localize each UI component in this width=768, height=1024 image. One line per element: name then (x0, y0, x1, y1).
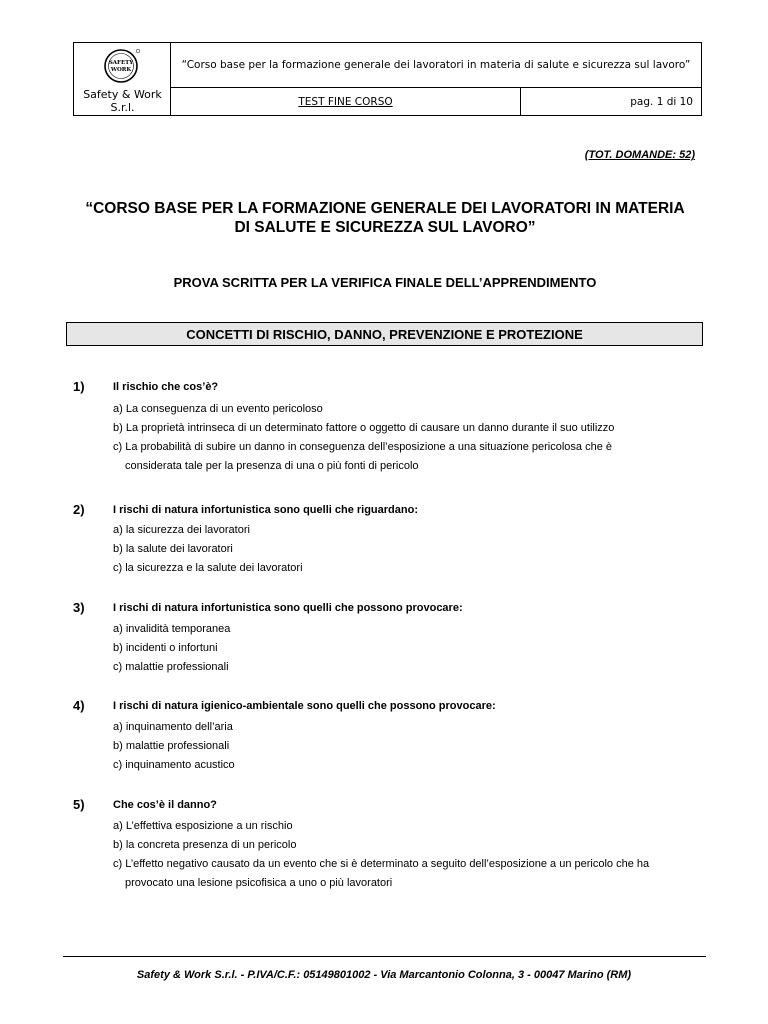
page-footer: Safety & Work S.r.l. - P.IVA/C.F.: 05149801002 - Via Marcantonio Colonna, 3 - 00047 Marino (RM) (136, 969, 632, 981)
question-number: 4) (73, 698, 85, 713)
svg-text:WORK: WORK (110, 67, 132, 73)
answer-b: b) La proprietà intrinseca di un determinato fattore o oggetto di causare un danno durante il suo utilizzo (113, 422, 615, 434)
footer-divider (63, 956, 706, 957)
question-text: Che cos’è il danno? (113, 799, 217, 811)
answer-b: b) la concreta presenza di un pericolo (113, 839, 297, 851)
answer-list (113, 521, 303, 578)
company-logo (102, 47, 140, 85)
main-title-line-1: “CORSO BASE PER LA FORMAZIONE GENERALE DEI LAVORATORI IN MATERIA (85, 200, 685, 217)
question-number: 2) (73, 502, 85, 517)
answer-list (113, 620, 230, 677)
answer-list (113, 817, 649, 893)
answer-list (113, 400, 614, 476)
question-text: Il rischio che cos’è? (113, 381, 219, 393)
svg-text:SAFETY: SAFETY (108, 60, 134, 66)
question-number: 5) (73, 797, 85, 812)
main-title (60, 199, 710, 237)
section-heading: CONCETTI DI RISCHIO, DANNO, PREVENZIONE E PROTEZIONE (66, 322, 703, 346)
subtitle: PROVA SCRITTA PER LA VERIFICA FINALE DELL’APPRENDIMENTO (173, 275, 597, 290)
answer-a: a) La conseguenza di un evento pericoloso (113, 403, 323, 415)
main-title-line-2: DI SALUTE E SICUREZZA SUL LAVORO” (234, 219, 536, 236)
answer-c: c) malattie professionali (113, 661, 229, 673)
answer-b: b) incidenti o infortuni (113, 642, 218, 654)
answer-c-continuation: provocato una lesione psicofisica a uno o più lavoratori (125, 877, 393, 889)
document-header (73, 42, 702, 116)
answer-c-continuation: considerata tale per la presenza di una o più fonti di pericolo (125, 460, 419, 472)
answer-c: c) la sicurezza e la salute dei lavoratori (113, 562, 303, 574)
question-number: 1) (73, 379, 85, 394)
page-number: pag. 1 di 10 (630, 95, 693, 108)
answer-c: c) La probabilità di subire un danno in conseguenza dell’esposizione a una situazione pericolosa che è (113, 441, 613, 453)
answer-b: b) malattie professionali (113, 740, 230, 752)
total-questions: (TOT. DOMANDE: 52) (584, 149, 695, 161)
logo-cell (74, 43, 171, 115)
question-text: I rischi di natura igienico-ambientale sono quelli che possono provocare: (113, 700, 496, 712)
test-label: TEST FINE CORSO (171, 88, 521, 115)
answer-a: a) L’effettiva esposizione a un rischio (113, 820, 293, 832)
question-text: I rischi di natura infortunistica sono quelli che possono provocare: (113, 602, 463, 614)
answer-a: a) la sicurezza dei lavoratori (113, 524, 250, 536)
answer-b: b) la salute dei lavoratori (113, 543, 233, 555)
question-number: 3) (73, 600, 85, 615)
question-text: I rischi di natura infortunistica sono quelli che riguardano: (113, 504, 418, 516)
answer-c: c) L’effetto negativo causato da un evento che si è determinato a seguito dell’esposizione a un pericolo che ha (113, 858, 650, 870)
answer-a: a) inquinamento dell’aria (113, 721, 233, 733)
answer-c: c) inquinamento acustico (113, 759, 235, 771)
course-title: “Corso base per la formazione generale dei lavoratori in materia di salute e sicurezza sul lavoro” (171, 43, 701, 88)
answer-a: a) invalidità temporanea (113, 623, 231, 635)
answer-list (113, 718, 235, 775)
company-name: Safety & Work S.r.l. (83, 88, 162, 114)
